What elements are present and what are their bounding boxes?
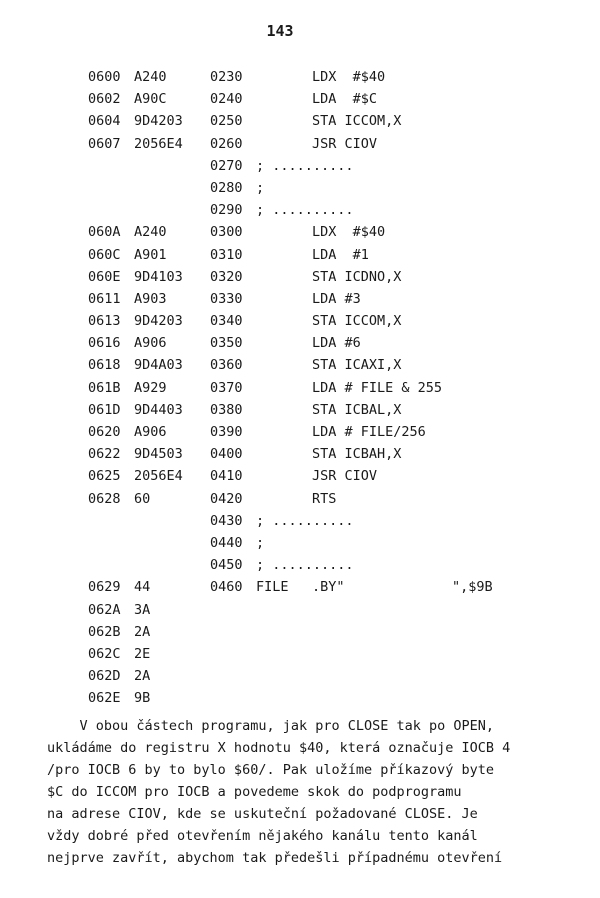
- paragraph-line: /pro IOCB 6 by to bylo $60/. Pak uložíme příkazový byte: [47, 762, 495, 778]
- listing-bytes: A240: [134, 224, 167, 241]
- listing-instruction: LDA #$C: [312, 91, 378, 108]
- listing-line-number: 0360: [210, 357, 243, 374]
- listing-row: [0, 421, 600, 443]
- listing-operand-tail: ",$9B: [452, 579, 493, 596]
- listing-instruction: LDA # FILE/256: [312, 424, 426, 440]
- listing-instruction: LDX #$40: [312, 224, 386, 241]
- paragraph-line: nejprve zavřít, abychom tak předešli případnému otevření: [47, 850, 503, 866]
- listing-instruction: STA ICBAH,X: [312, 446, 402, 463]
- listing-address: 062C: [88, 645, 121, 662]
- paragraph-line: V obou částech programu, jak pro CLOSE tak po OPEN,: [47, 718, 495, 734]
- listing-line-number: 0450: [210, 557, 243, 574]
- listing-instruction: JSR CIOV: [312, 468, 378, 485]
- listing-bytes: A929: [134, 379, 167, 396]
- listing-row: [0, 354, 600, 376]
- listing-bytes: 9D4A03: [134, 357, 183, 374]
- listing-line-number: 0380: [210, 401, 243, 418]
- listing-label: ;: [256, 534, 265, 551]
- listing-address: 060E: [88, 268, 121, 285]
- listing-bytes: A906: [134, 424, 167, 440]
- listing-row: [0, 443, 600, 465]
- listing-instruction: LDX #$40: [312, 69, 386, 85]
- listing-bytes: 44: [134, 579, 151, 596]
- listing-row: [0, 599, 600, 621]
- listing-row: [0, 110, 600, 132]
- listing-label: ; ..........: [256, 512, 354, 529]
- listing-row: [0, 399, 600, 421]
- listing-row: [0, 465, 600, 487]
- listing-address: 0618: [88, 357, 121, 374]
- listing-line-number: 0420: [210, 490, 243, 507]
- assembly-listing: [0, 66, 600, 709]
- listing-line-number: 0340: [210, 313, 243, 330]
- listing-bytes: 2A: [134, 623, 151, 640]
- listing-address: 0629: [88, 579, 121, 596]
- listing-line-number: 0230: [210, 69, 243, 85]
- listing-row: [0, 532, 600, 554]
- listing-row: [0, 576, 600, 598]
- body-paragraph: [47, 715, 567, 869]
- listing-address: 0628: [88, 490, 121, 507]
- listing-address: 0613: [88, 313, 121, 330]
- listing-row: [0, 288, 600, 310]
- listing-row: [0, 665, 600, 687]
- listing-row: [0, 244, 600, 266]
- listing-address: 060A: [88, 224, 121, 241]
- listing-bytes: A90C: [134, 91, 167, 108]
- listing-line-number: 0300: [210, 224, 243, 241]
- listing-address: 0602: [88, 91, 121, 108]
- listing-row: [0, 310, 600, 332]
- listing-bytes: 2A: [134, 668, 151, 685]
- listing-line-number: 0250: [210, 113, 243, 130]
- listing-row: [0, 133, 600, 155]
- listing-row: [0, 510, 600, 532]
- listing-line-number: 0240: [210, 91, 243, 108]
- listing-address: 062B: [88, 623, 121, 640]
- listing-instruction: STA ICAXI,X: [312, 357, 402, 374]
- listing-line-number: 0410: [210, 468, 243, 485]
- listing-bytes: 9D4103: [134, 268, 183, 285]
- paragraph-line: na adrese CIOV, kde se uskuteční požadované CLOSE. Je: [47, 806, 478, 822]
- listing-address: 0607: [88, 135, 121, 152]
- listing-address: 062E: [88, 690, 121, 707]
- listing-line-number: 0260: [210, 135, 243, 152]
- listing-label: ; ..........: [256, 557, 354, 574]
- listing-row: [0, 488, 600, 510]
- listing-instruction: STA ICBAL,X: [312, 401, 402, 418]
- listing-label: ; ..........: [256, 157, 354, 174]
- listing-address: 060C: [88, 246, 121, 263]
- paragraph-line: vždy dobré před otevřením nějakého kanálu tento kanál: [47, 828, 478, 844]
- listing-row: [0, 155, 600, 177]
- listing-row: [0, 687, 600, 709]
- listing-line-number: 0440: [210, 534, 243, 551]
- listing-row: [0, 554, 600, 576]
- paragraph-line: $C do ICCOM pro IOCB a povedeme skok do podprogramu: [47, 784, 462, 800]
- listing-address: 0600: [88, 69, 121, 85]
- listing-bytes: 2E: [134, 645, 151, 662]
- listing-address: 0625: [88, 468, 121, 485]
- listing-instruction: RTS: [312, 490, 337, 507]
- listing-bytes: 2056E4: [134, 135, 183, 152]
- listing-address: 0620: [88, 424, 121, 440]
- listing-line-number: 0330: [210, 290, 243, 307]
- listing-row: [0, 177, 600, 199]
- listing-row: [0, 332, 600, 354]
- listing-address: 062D: [88, 668, 121, 685]
- listing-row: [0, 66, 600, 88]
- listing-bytes: 2056E4: [134, 468, 183, 485]
- listing-instruction: STA ICCOM,X: [312, 113, 402, 130]
- listing-line-number: 0390: [210, 424, 243, 440]
- listing-bytes: A901: [134, 246, 167, 263]
- listing-address: 062A: [88, 601, 121, 618]
- listing-instruction: LDA #1: [312, 246, 369, 263]
- listing-bytes: A903: [134, 290, 167, 307]
- listing-address: 0622: [88, 446, 121, 463]
- listing-address: 0611: [88, 290, 121, 307]
- listing-instruction: JSR CIOV: [312, 135, 378, 152]
- listing-address: 061B: [88, 379, 121, 396]
- listing-bytes: A906: [134, 335, 167, 352]
- listing-line-number: 0320: [210, 268, 243, 285]
- listing-row: [0, 221, 600, 243]
- listing-row: [0, 621, 600, 643]
- listing-line-number: 0430: [210, 512, 243, 529]
- listing-label: FILE: [256, 579, 289, 596]
- listing-instruction: LDA #6: [312, 335, 361, 352]
- listing-bytes: 9D4203: [134, 113, 183, 130]
- listing-line-number: 0290: [210, 202, 243, 219]
- paragraph-line: ukládáme do registru X hodnotu $40, která označuje IOCB 4: [47, 740, 511, 756]
- listing-address: 0604: [88, 113, 121, 130]
- listing-bytes: 9D4503: [134, 446, 183, 463]
- listing-line-number: 0280: [210, 179, 243, 196]
- listing-row: [0, 199, 600, 221]
- listing-bytes: 9B: [134, 690, 151, 707]
- listing-line-number: 0400: [210, 446, 243, 463]
- listing-line-number: 0270: [210, 157, 243, 174]
- listing-instruction: LDA #3: [312, 290, 361, 307]
- listing-line-number: 0460: [210, 579, 243, 596]
- page-number: 143: [266, 22, 294, 40]
- listing-label: ; ..........: [256, 202, 354, 219]
- listing-instruction: STA ICCOM,X: [312, 313, 402, 330]
- listing-address: 0616: [88, 335, 121, 352]
- listing-line-number: 0370: [210, 379, 243, 396]
- listing-row: [0, 643, 600, 665]
- listing-bytes: 3A: [134, 601, 151, 618]
- listing-line-number: 0350: [210, 335, 243, 352]
- listing-row: [0, 266, 600, 288]
- listing-bytes: 9D4403: [134, 401, 183, 418]
- listing-row: [0, 377, 600, 399]
- listing-bytes: A240: [134, 69, 167, 85]
- listing-instruction: LDA # FILE & 255: [312, 379, 443, 396]
- listing-label: ;: [256, 179, 265, 196]
- listing-line-number: 0310: [210, 246, 243, 263]
- listing-address: 061D: [88, 401, 121, 418]
- listing-bytes: 60: [134, 490, 151, 507]
- listing-instruction: .BY": [312, 579, 345, 596]
- listing-bytes: 9D4203: [134, 313, 183, 330]
- listing-instruction: STA ICDNO,X: [312, 268, 402, 285]
- listing-row: [0, 88, 600, 110]
